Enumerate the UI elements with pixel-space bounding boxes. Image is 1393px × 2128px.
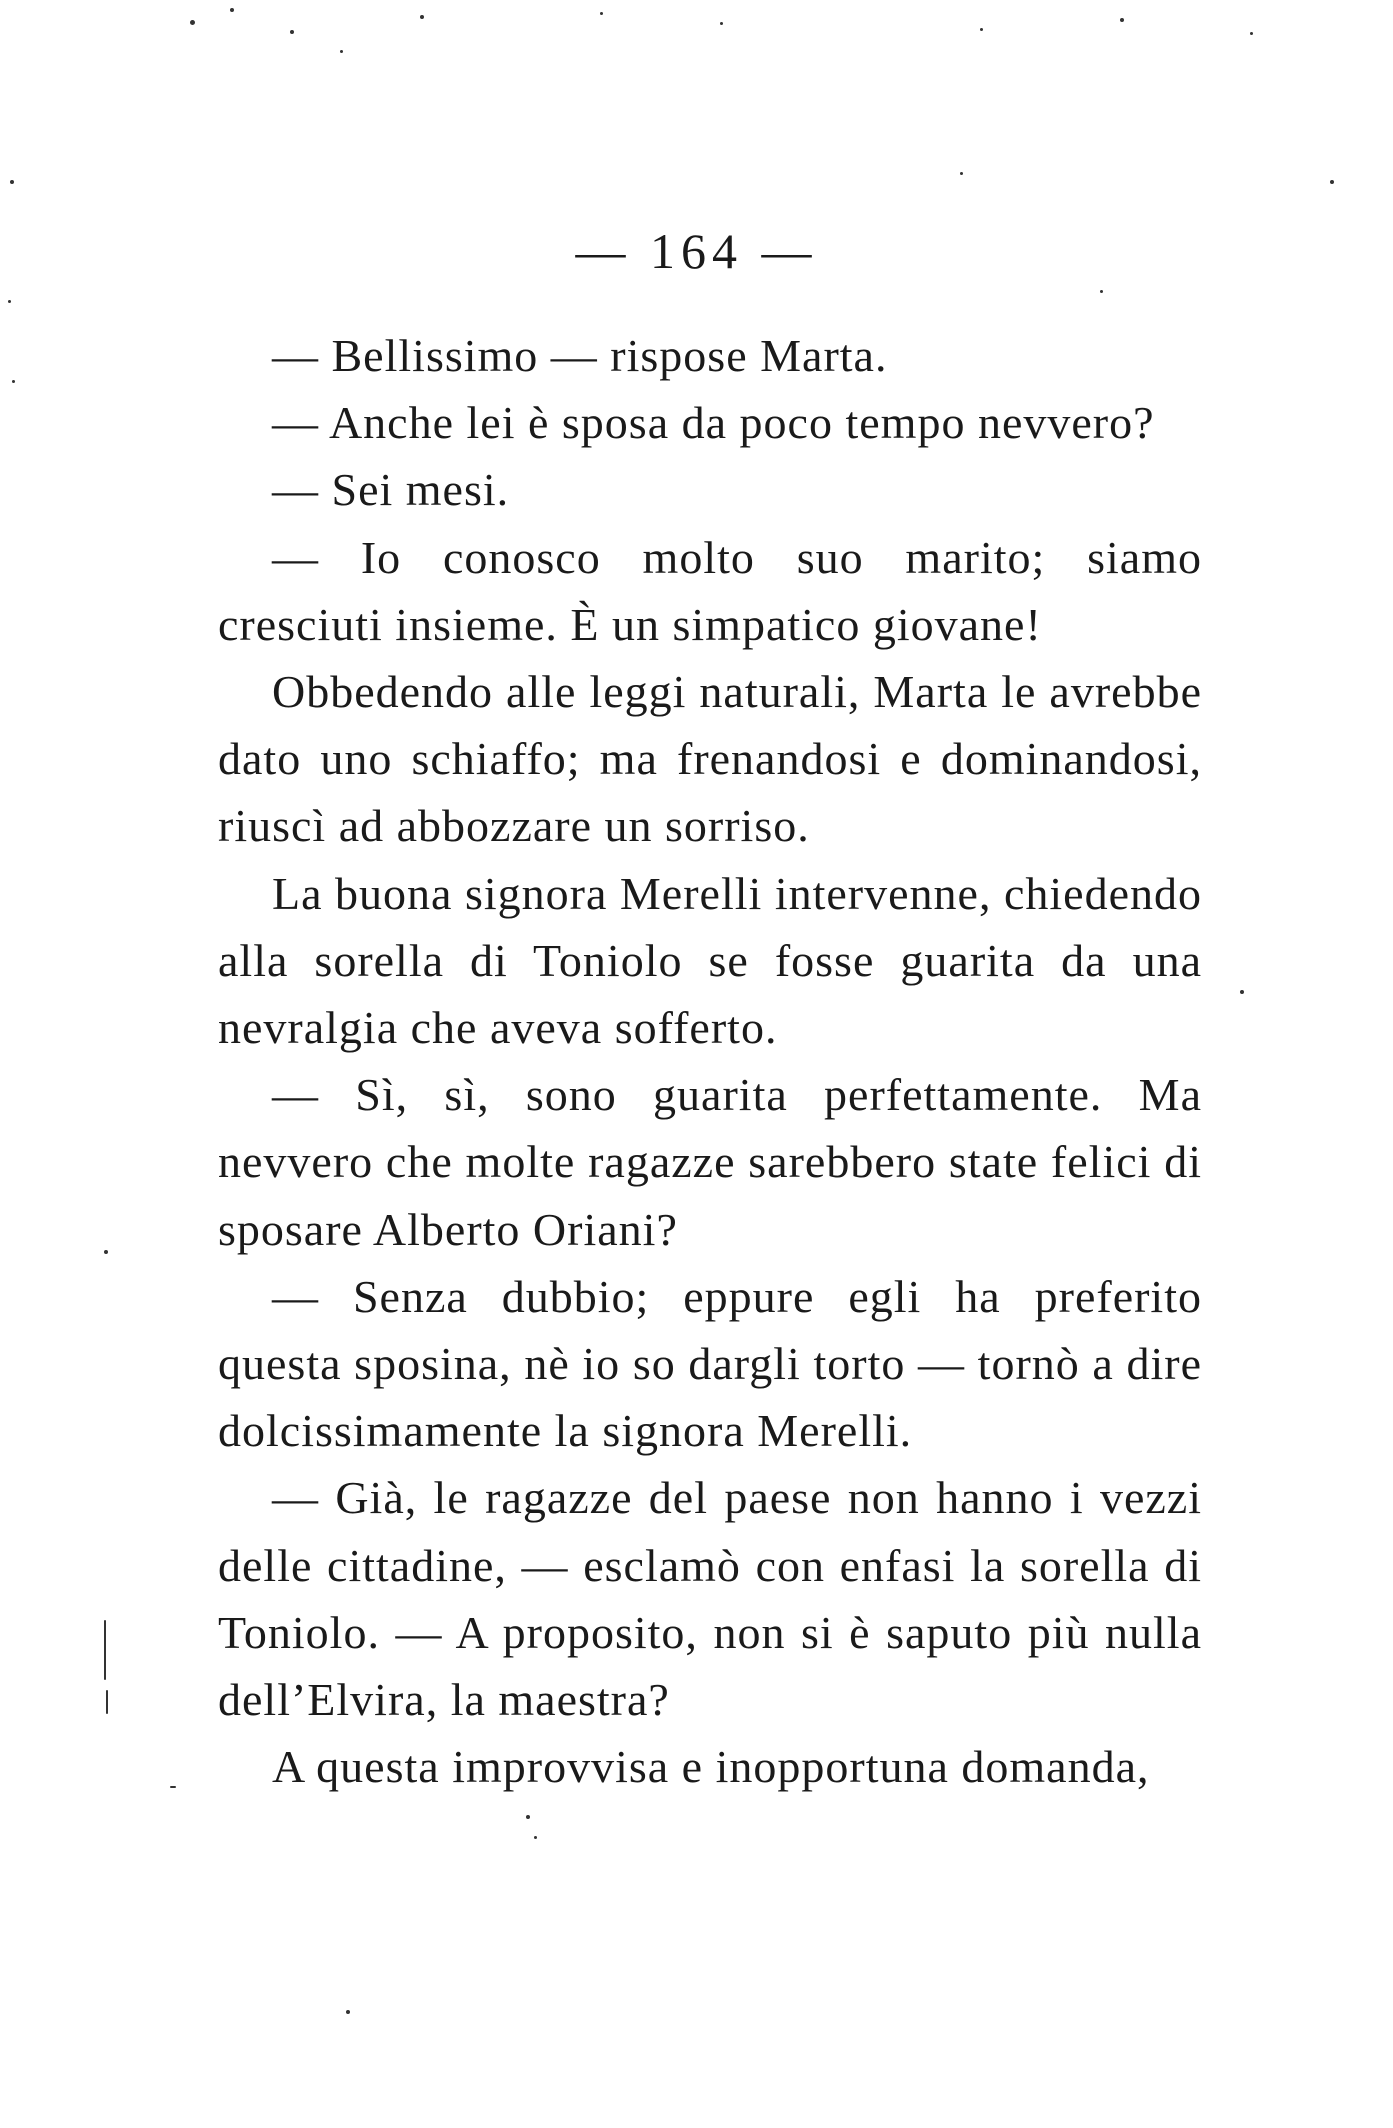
paragraph-8: — Senza dubbio; eppure egli ha preferito questa sposina, nè io so dargli torto — tornò a dire dolcissimamente la signora Merelli. xyxy=(218,1270,1202,1457)
paragraph-4: — Io conosco molto suo marito; siamo cresciuti insieme. È un simpatico giovane! xyxy=(218,531,1202,650)
paragraph-9: — Già, le ragazze del paese non hanno i vezzi delle cittadine, — esclamò con enfasi la sorella di Toniolo. — A proposito, non si è saputo più nulla dell’Elvira, la maestra? xyxy=(218,1472,1202,1726)
paragraph-10: A questa improvvisa e inopportuna domanda, xyxy=(272,1741,1150,1793)
body-text xyxy=(218,322,1202,1800)
paragraph-6: La buona signora Merelli intervenne, chiedendo alla sorella di Toniolo se fosse guarita da una nevralgia che aveva sofferto. xyxy=(218,867,1202,1054)
paragraph-3: — Sei mesi. xyxy=(272,464,510,516)
paragraph-1: — Bellissimo — rispose Marta. xyxy=(272,330,888,381)
paragraph-2: — Anche lei è sposa da poco tempo nevvero? xyxy=(272,397,1155,449)
paragraph-7: — Sì, sì, sono guarita perfettamente. Ma nevvero che molte ragazze sarebbero state felici di sposare Alberto Oriani? xyxy=(218,1069,1202,1255)
page-number: — 164 — xyxy=(575,223,818,279)
paragraph-5: Obbedendo alle leggi naturali, Marta le avrebbe dato uno schiaffo; ma frenandosi e dominandosi, riuscì ad abbozzare un sorriso. xyxy=(218,666,1202,852)
